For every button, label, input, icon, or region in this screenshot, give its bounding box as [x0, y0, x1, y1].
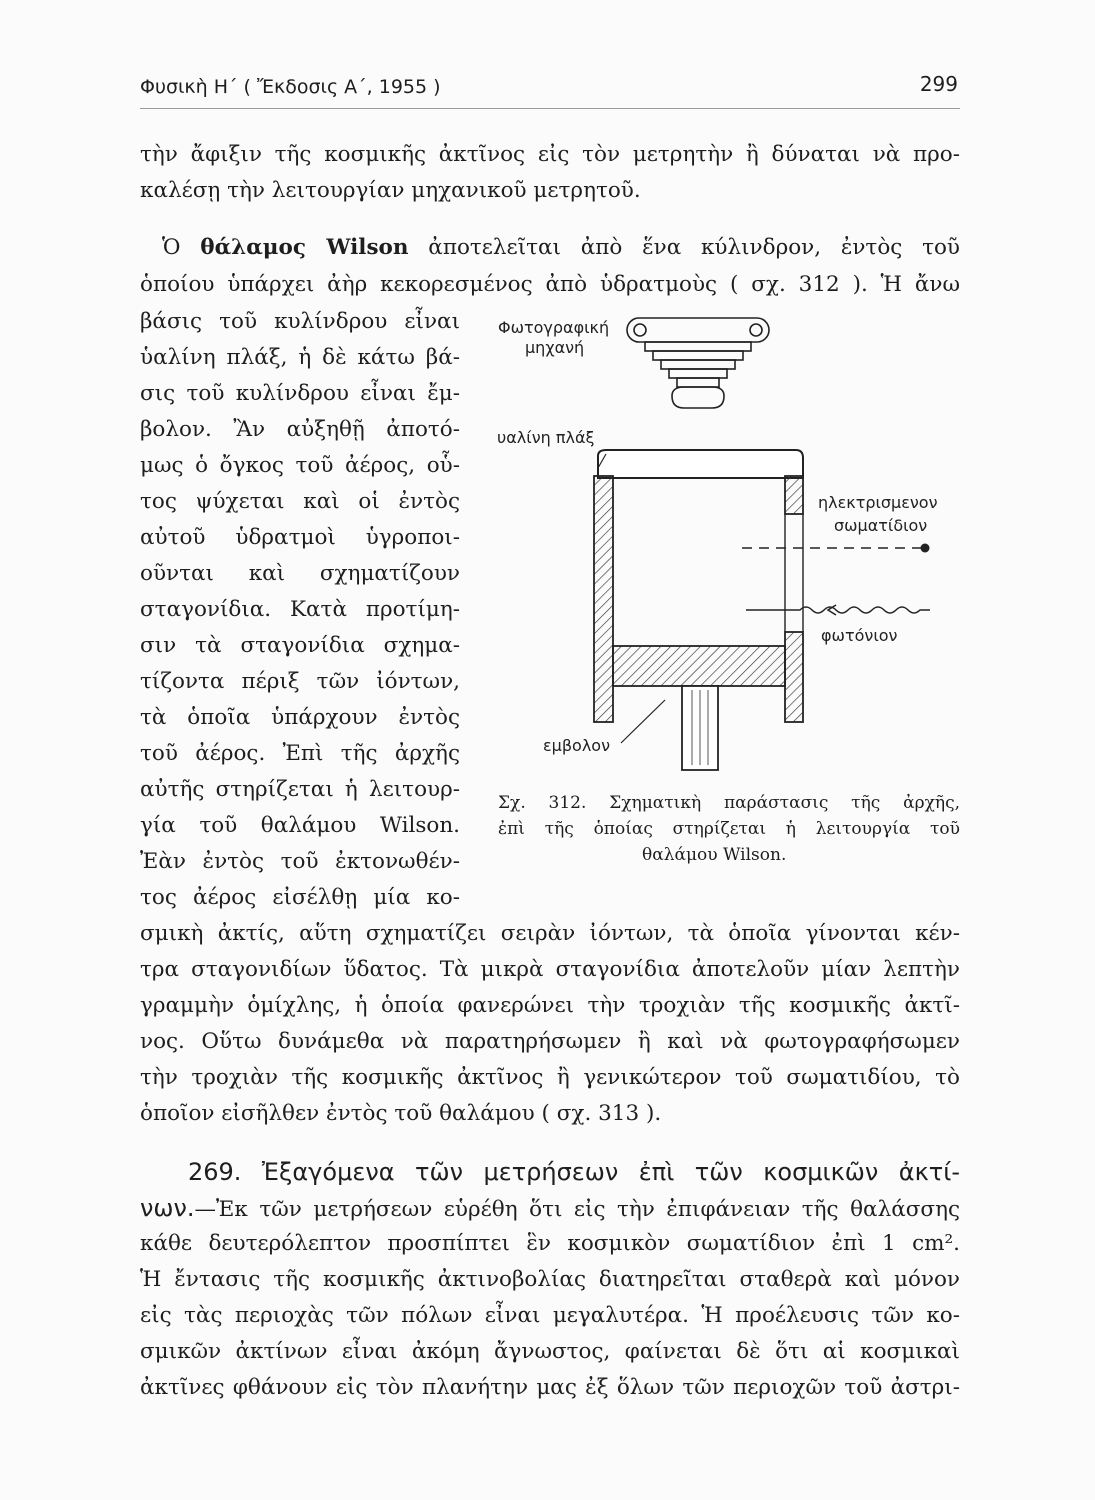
- column-line: τοῦ ἀέρος. Ἐπὶ τῆς ἀρχῆς: [140, 741, 460, 766]
- column-line: βολον. Ἂν αὐξηθῇ ἀποτό-: [140, 417, 460, 442]
- column-line: τος ψύχεται καὶ οἱ ἐντὸς: [140, 489, 460, 514]
- label-photon: φωτόνιον: [821, 626, 898, 645]
- column-line: μως ὁ ὄγκος τοῦ ἀέρος, οὗ-: [140, 453, 460, 478]
- wilson-line: ὁποῖον εἰσῆλθεν ἐντὸς τοῦ θαλάμου ( σχ. 313 ).: [140, 1101, 662, 1126]
- column-line: σις τοῦ κυλίνδρου εἶναι ἔμ-: [140, 381, 460, 406]
- column-line: οῦνται καὶ σχηματίζουν: [140, 561, 460, 586]
- column-line: ὑαλίνη πλάξ, ἡ δὲ κάτω βά-: [140, 345, 460, 370]
- column-line: Ἐὰν ἐντὸς τοῦ ἐκτονωθέν-: [140, 849, 460, 874]
- figure-caption: θαλάμου Wilson.: [642, 845, 787, 865]
- wilson-line: ὁποίου ὑπάρχει ἀὴρ κεκορεσμένος ἀπὸ ὑδρατμοὺς ( σχ. 312 ). Ἡ ἄνω: [140, 272, 960, 297]
- figure-caption: Σχ. 312. Σχηματικὴ παράστασις τῆς ἀρχῆς,: [498, 793, 960, 813]
- piston: [613, 646, 785, 770]
- section-line: Ἡ ἔντασις τῆς κοσμικῆς ἀκτινοβολίας διατηρεῖται σταθερὰ καὶ μόνον: [140, 1267, 960, 1292]
- intro-line: καλέσῃ τὴν λειτουργίαν μηχανικοῦ μετρητοῦ.: [140, 178, 641, 203]
- running-title: Φυσικὴ Η΄ ( Ἔκδοσις Α΄, 1955 ): [140, 76, 441, 98]
- column-line: τὰ ὁποῖα ὑπάρχουν ἐντὸς: [140, 705, 460, 730]
- wilson-line: τὴν τροχιὰν τῆς κοσμικῆς ἀκτῖνος ἢ γενικώτερον τοῦ σωματιδίου, τὸ: [140, 1065, 960, 1090]
- wilson-chamber-term: θάλαμος Wilson: [200, 235, 409, 260]
- lead-prefix: Ὁ: [162, 235, 201, 260]
- label-piston: εμβολον: [543, 736, 611, 755]
- wilson-line: σμικὴ ἀκτίς, αὕτη σχηματίζει σειρὰν ἰόντων, τὰ ὁποῖα γίνονται κέν-: [140, 921, 960, 946]
- page-number: 299: [919, 72, 958, 96]
- section-heading: [188, 1157, 960, 1189]
- section-text: —Ἐκ τῶν μετρήσεων εὑρέθη ὅτι εἰς τὴν ἐπιφάνειαν τῆς θαλάσσης: [194, 1197, 960, 1222]
- label-charged-particle: σωματίδιον: [834, 516, 928, 535]
- column-line: σιν τὰ σταγονίδια σχημα-: [140, 633, 460, 658]
- section-line: κάθε δευτερόλεπτον προσπίπτει ἓν κοσμικὸν σωματίδιον ἐπὶ 1 cm².: [140, 1231, 960, 1256]
- wilson-line: γραμμὴν ὁμίχλης, ἡ ὁποία φανερώνει τὴν τροχιὰν τῆς κοσμικῆς ἀκτῖ-: [140, 993, 960, 1018]
- label-camera: μηχανή: [525, 338, 585, 357]
- column-line: τος ἀέρος εἰσέλθῃ μία κο-: [140, 885, 460, 910]
- section-line: σμικῶν ἀκτίνων εἶναι ἀκόμη ἄγνωστος, φαίνεται δὲ ὅτι αἱ κοσμικαὶ: [140, 1339, 960, 1364]
- photon-wave: [746, 605, 930, 615]
- label-camera: Φωτογραφική: [498, 318, 610, 337]
- lead-rest: ἀποτελεῖται ἀπὸ ἕνα κύλινδρον, ἐντὸς τοῦ: [408, 235, 960, 260]
- particle-track: [742, 544, 930, 553]
- wilson-line: τρα σταγονιδίων ὕδατος. Τὰ μικρὰ σταγονίδια ἀποτελοῦν μίαν λεπτὴν: [140, 957, 960, 982]
- wilson-line: νος. Οὕτω δυνάμεθα νὰ παρατηρήσωμεν ἢ καὶ νὰ φωτογραφήσωμεν: [140, 1029, 960, 1054]
- label-glass-plate: υαλίνη πλάξ: [497, 428, 595, 447]
- section-line: ἀκτῖνες φθάνουν εἰς τὸν πλανήτην μας ἐξ ὅλων τῶν περιοχῶν τοῦ ἀστρι-: [140, 1375, 960, 1400]
- column-line: αὐτῆς στηρίζεται ἡ λειτουρ-: [140, 777, 460, 802]
- column-line: σταγονίδια. Κατὰ προτίμη-: [140, 597, 460, 622]
- section-line: [140, 1193, 960, 1225]
- intro-line: τὴν ἄφιξιν τῆς κοσμικῆς ἀκτῖνος εἰς τὸν μετρητὴν ἢ δύναται νὰ προ-: [140, 142, 960, 167]
- column-line: τίζοντα πέριξ τῶν ἰόντων,: [140, 669, 460, 694]
- column-line: βάσις τοῦ κυλίνδρου εἶναι: [140, 309, 460, 334]
- section-line: εἰς τὰς περιοχὰς τῶν πόλων εἶναι μεγαλυτέρα. Ἡ προέλευσις τῶν κο-: [140, 1303, 960, 1328]
- section-number: 269.: [188, 1158, 242, 1186]
- section-title-end: νων.: [140, 1194, 195, 1222]
- column-line: γία τοῦ θαλάμου Wilson.: [140, 813, 460, 838]
- figure-caption: ἐπὶ τῆς ὁποίας στηρίζεται ἡ λειτουργία τοῦ: [498, 819, 960, 839]
- camera-icon: [627, 318, 769, 408]
- label-charged-particle: ηλεκτρισμενον: [818, 493, 938, 512]
- section-title: Ἐξαγόμενα τῶν μετρήσεων ἐπὶ τῶν κοσμικῶν ἀκτί-: [241, 1158, 960, 1186]
- column-line: αὐτοῦ ὑδρατμοὶ ὑγροποι-: [140, 525, 460, 550]
